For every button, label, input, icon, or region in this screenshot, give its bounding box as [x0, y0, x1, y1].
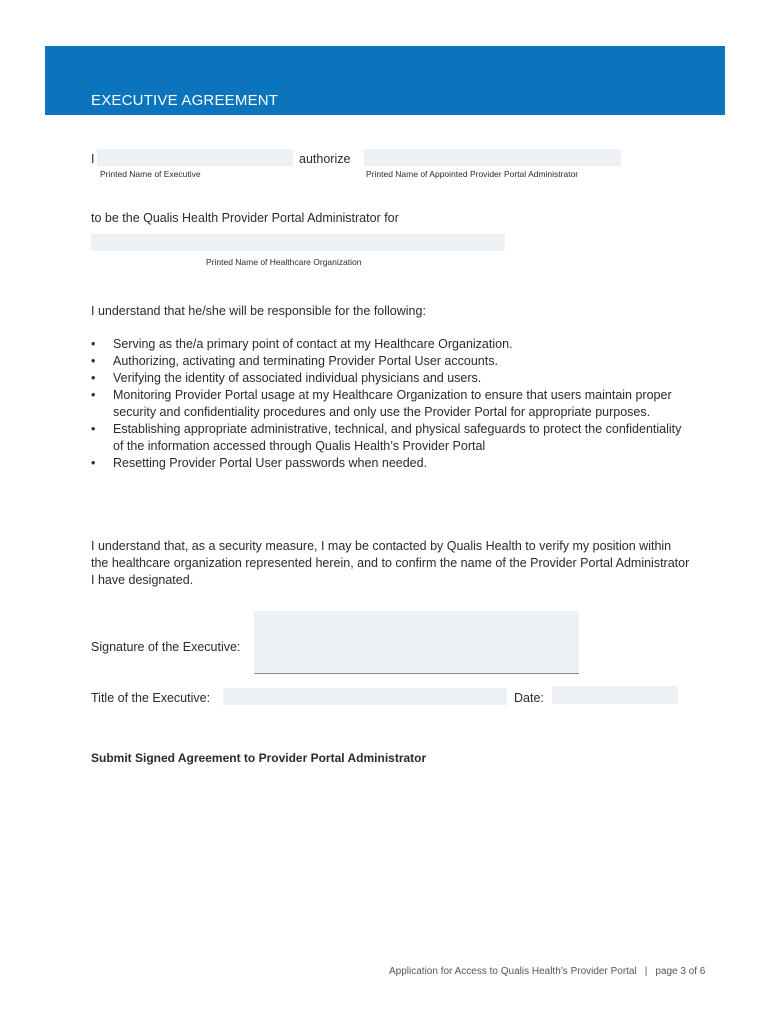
responsibilities-list	[91, 336, 691, 472]
footer-page-number: page 3 of 6	[655, 966, 706, 977]
administrator-name-caption: Printed Name of Appointed Provider Portal Administrator	[366, 169, 579, 179]
role-statement: to be the Qualis Health Provider Portal Administrator for	[91, 211, 399, 225]
signature-field[interactable]	[254, 611, 579, 673]
authorize-label: authorize	[299, 152, 351, 166]
i-label: I	[91, 152, 95, 166]
administrator-name-field[interactable]	[364, 149, 621, 166]
list-item-text: Resetting Provider Portal User passwords when needed.	[113, 456, 428, 470]
bullet-icon: •	[91, 354, 96, 368]
footer-document-title: Application for Access to Qualis Health’s Provider Portal	[389, 966, 637, 977]
list-item	[91, 370, 691, 387]
list-item	[91, 336, 691, 353]
bullet-icon: •	[91, 422, 96, 436]
list-item-text: Serving as the/a primary point of contact at my Healthcare Organization.	[113, 337, 513, 351]
organization-name-caption: Printed Name of Healthcare Organization	[206, 257, 362, 267]
title-field[interactable]	[223, 688, 507, 705]
list-item	[91, 421, 691, 455]
signature-underline	[254, 673, 579, 674]
list-item	[91, 353, 691, 370]
page-title: EXECUTIVE AGREEMENT	[91, 92, 279, 109]
footer-separator: |	[644, 966, 648, 977]
bullet-icon: •	[91, 456, 96, 470]
submit-instruction: Submit Signed Agreement to Provider Portal Administrator	[91, 751, 427, 765]
list-item	[91, 387, 691, 421]
list-item-text: Monitoring Provider Portal usage at my Healthcare Organization to ensure that users maintain proper security and confidentiality procedures and only use the Provider Portal for appropriate purposes.	[113, 388, 672, 419]
list-item-text: Authorizing, activating and terminating Provider Portal User accounts.	[113, 354, 498, 368]
organization-name-field[interactable]	[91, 234, 505, 251]
list-item-text: Verifying the identity of associated individual physicians and users.	[113, 371, 482, 385]
responsibilities-intro: I understand that he/she will be responsible for the following:	[91, 304, 426, 318]
executive-name-field[interactable]	[97, 149, 293, 166]
title-label: Title of the Executive:	[91, 691, 211, 705]
bullet-icon: •	[91, 371, 96, 385]
date-label: Date:	[514, 691, 544, 705]
list-item-text: Establishing appropriate administrative, technical, and physical safeguards to protect the confidentiality of the information accessed through Qualis Health’s Provider Portal	[113, 422, 682, 453]
bullet-icon: •	[91, 388, 96, 402]
signature-label: Signature of the Executive:	[91, 640, 241, 654]
bullet-icon: •	[91, 337, 96, 351]
executive-name-caption: Printed Name of Executive	[100, 169, 201, 179]
security-statement: I understand that, as a security measure, I may be contacted by Qualis Health to verify my position within the healthcare organization represented herein, and to confirm the name of the Provider Portal Administrator I have designated.	[91, 539, 690, 587]
date-field[interactable]	[552, 686, 678, 704]
list-item	[91, 455, 691, 472]
page-footer	[389, 966, 705, 977]
